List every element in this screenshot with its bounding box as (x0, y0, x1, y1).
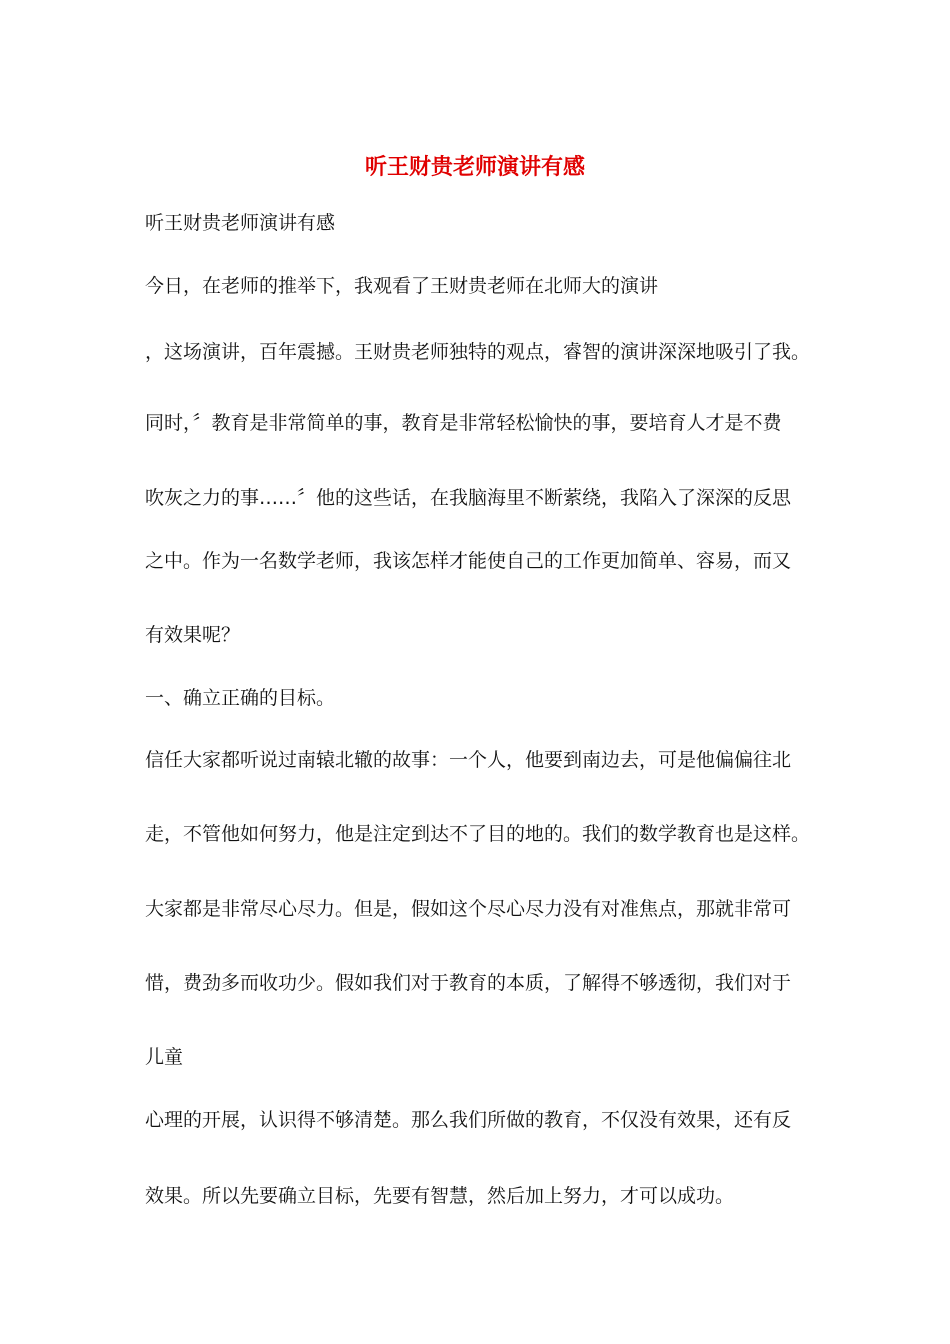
body-line: 信任大家都听说过南辕北辙的故事：一个人，他要到南边去，可是他偏偏往北 (145, 749, 792, 771)
body-line: 大家都是非常尽心尽力。但是，假如这个尽心尽力没有对准焦点，那就非常可 (145, 898, 792, 920)
body-line: ，这场演讲，百年震撼。王财贵老师独特的观点，睿智的演讲深深地吸引了我。 (145, 341, 811, 363)
body-line: 走，不管他如何努力，他是注定到达不了目的地的。我们的数学教育也是这样。 (145, 823, 811, 845)
body-line: 惜，费劲多而收功少。假如我们对于教育的本质，了解得不够透彻，我们对于 (145, 972, 792, 994)
body-line: 有效果呢？ (145, 624, 241, 646)
body-line-subtitle: 听王财贵老师演讲有感 (145, 212, 336, 234)
body-line: 今日，在老师的推举下，我观看了王财贵老师在北师大的演讲 (145, 275, 659, 297)
body-line: 同时，〞教育是非常简单的事，教育是非常轻松愉快的事，要培育人才是不费 (145, 412, 782, 434)
body-line: 效果。所以先要确立目标，先要有智慧，然后加上努力，才可以成功。 (145, 1185, 735, 1207)
body-line: 儿童 (145, 1046, 184, 1068)
body-line: 吹灰之力的事……〞他的这些话，在我脑海里不断萦绕，我陷入了深深的反思 (145, 487, 792, 509)
section-heading: 一、确立正确的目标。 (145, 687, 336, 709)
document-title: 听王财贵老师演讲有感 (364, 154, 585, 180)
body-line: 之中。作为一名数学老师，我该怎样才能使自己的工作更加简单、容易，而又 (145, 550, 792, 572)
body-line: 心理的开展，认识得不够清楚。那么我们所做的教育，不仅没有效果，还有反 (145, 1109, 792, 1131)
